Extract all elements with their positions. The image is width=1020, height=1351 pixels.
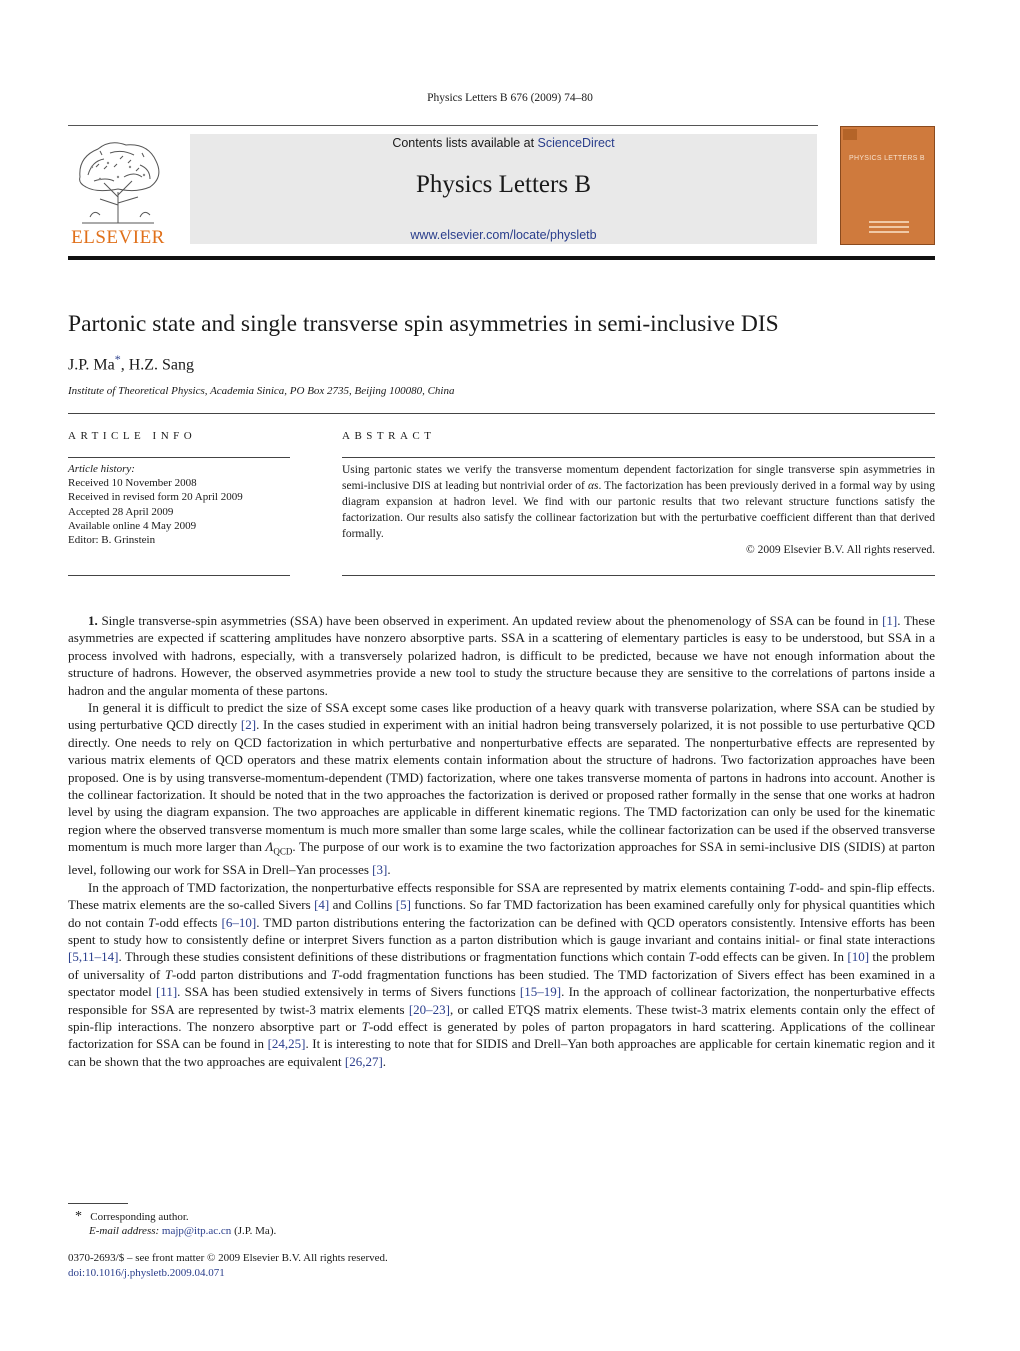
authors bbox=[68, 352, 194, 374]
section-number: 1. bbox=[88, 613, 98, 628]
elsevier-wordmark: ELSEVIER bbox=[71, 227, 165, 248]
running-head: Physics Letters B 676 (2009) 74–80 bbox=[427, 92, 593, 104]
footnote-corresponding-text: Corresponding author. bbox=[90, 1211, 189, 1223]
sciencedirect-link[interactable]: ScienceDirect bbox=[537, 136, 615, 150]
citation-link[interactable]: [1] bbox=[882, 613, 898, 628]
header-rule bbox=[68, 125, 818, 126]
author-separator: , bbox=[120, 356, 129, 374]
article-info-rule-bottom bbox=[68, 575, 290, 576]
corresponding-author-mark[interactable]: * bbox=[114, 352, 121, 366]
history-editor: Editor: B. Grinstein bbox=[68, 534, 156, 547]
citation-link[interactable]: [5] bbox=[395, 897, 411, 913]
header-thick-rule bbox=[68, 256, 935, 260]
contents-line bbox=[190, 136, 817, 150]
footnote-mark: * bbox=[75, 1209, 82, 1224]
article-info-rule-top bbox=[68, 457, 290, 458]
elsevier-tree-icon bbox=[70, 137, 166, 225]
contents-prefix: Contents lists available at bbox=[392, 136, 538, 150]
footnote-corresponding bbox=[75, 1209, 189, 1225]
citation-link[interactable]: [11] bbox=[155, 984, 178, 1000]
citation-link[interactable]: [4] bbox=[314, 897, 330, 913]
journal-url-link[interactable]: www.elsevier.com/locate/physletb bbox=[410, 228, 597, 242]
abstract-paragraph: Using partonic states we verify the transverse momentum dependent factorization for single transverse spin asymmetries in semi-inclusive DIS at leading but nontrivial order of αs. The factorization has been previously derived in a formal way by using diagram expansion at hadron level. We find with our partonic results that two relevant structure functions satisfy the factorization. Our results also satisfy the collinear factorization but with the perturbative coefficient different than that derived formally. bbox=[342, 464, 936, 540]
footnote-email: E-mail address: majp@itp.ac.cn (J.P. Ma). bbox=[89, 1225, 277, 1237]
cover-text-lines bbox=[869, 221, 909, 235]
citation-link[interactable]: [26,27] bbox=[344, 1053, 383, 1069]
issn-line: 0370-2693/$ – see front matter © 2009 Elsevier B.V. All rights reserved. bbox=[68, 1252, 388, 1264]
email-label: E-mail address: bbox=[89, 1225, 160, 1237]
alpha-s-symbol: αs bbox=[588, 480, 599, 492]
cover-logo-icon bbox=[843, 129, 857, 140]
paragraph-2: In general it is difficult to predict the size of SSA except some cases like production of a heavy quark with transverse polarization, where SSA can be studied by using perturbative QCD directly [2]. In the cases studied in experiment with an initial hadron being transversely polarized, it is not possible to use perturbative QCD directly. One needs to rely on QCD factorization in which perturbative and nonperturbative effects are separated. The nonperturbative effects are represented by various matrix elements of QCD operators and these matrix elements contain information about the structure of hadrons. Two factorization approaches have been proposed. One is by using transverse-momentum-dependent (TMD) factorization, where one takes transverse momenta of partons in hadrons into account. Another is the collinear factorization. It should be noted that in the two approaches the factorization is derived or proposed rather formally in the sense that one works at hadron level by using the diagram expansion. The two approaches are applicable in different kinematic regions. The TMD factorization can only be used for the kinematic region where the observed transverse momentum is much more smaller than some large scales, while the collinear factorization can be used if the observed transverse momentum is much more larger than $\Lambda_{QCD}$. The purpose of our work is to examine the two factorization approaches for SSA in semi-inclusive DIS (SIDIS) at parton level, following our work for SSA in Drell–Yan processes [3]. bbox=[68, 700, 935, 878]
article-info-heading: ARTICLE INFO bbox=[68, 430, 197, 442]
paragraph-3: In the approach of TMD factorization, the nonperturbative effects responsible for SSA are represented by matrix elements containing T-odd- and spin-flip effects. These matrix elements are the so-called Sivers [4] and Collins [5] functions. So far TMD factorization has been examined carefully only for physical quantities which do not contain T-odd effects [6–10]. TMD parton distributions entering the factorization can be defined with QCD operators consistently. Intensive efforts has been spent to study how to consistently define or interpret Sivers function as a parton distribution which is gauge invariant and contains initial- or final state interactions [5,11–14]. Through these studies consistent definitions of these distributions or fragmentation functions which contain T-odd effects can be given. In [10] the problem of universality of T-odd parton distributions and T-odd fragmentation functions has been studied. The TMD factorization of Sivers effect has been examined in a spectator model [11]. SSA has been studied extensively in terms of Sivers functions [15–19]. In the approach of collinear factorization, the nonperturbative effects responsible for SSA are represented by twist-3 matrix elements [20–23], or called ETQS matrix elements. These twist-3 matrix elements contain only the effect of spin-flip interactions. The nonzero absorptive part or T-odd effect is generated by poles of parton propagators in hard scattering. Applications of the collinear factorization for SSA can be found in [24,25]. It is interesting to note that for SIDIS and Drell–Yan both approaches are applicable for certain kinematic region and it can be shown that the two approaches are equivalent [26,27]. bbox=[68, 879, 936, 1069]
abstract-copyright: © 2009 Elsevier B.V. All rights reserved. bbox=[746, 544, 935, 556]
email-link[interactable]: majp@itp.ac.cn bbox=[161, 1225, 232, 1237]
abstract-body bbox=[342, 462, 935, 558]
citation-link[interactable]: [3] bbox=[372, 862, 388, 878]
history-revised: Received in revised form 20 April 2009 bbox=[68, 491, 243, 504]
abstract-rule-top bbox=[342, 457, 935, 458]
history-online: Available online 4 May 2009 bbox=[68, 519, 197, 532]
citation-link[interactable]: [10] bbox=[847, 949, 870, 965]
citation-link[interactable]: [15–19] bbox=[519, 984, 562, 1000]
affiliation-rule bbox=[68, 413, 935, 414]
lambda-symbol: Λ bbox=[265, 839, 274, 855]
paragraph-1: 1. Single transverse-spin asymmetries (SSA) have been observed in experiment. An updated review about the phenomenology of SSA can be found in [1]. These asymmetries are expected if scattering amplitudes have nonzero absorptive parts. SSA in a scattering of elementary particles is easy to be understood, but SSA in a process involved with hadrons, especially, with a transversely polarized hadron, is difficult to be predicted, because we have not enough information about the structure of hadrons. However, the observed asymmetries provide a new tool to study the structure because they are sensitive to the correlations of partons inside a hadron and the angular momenta of these partons. bbox=[68, 613, 935, 698]
citation-link[interactable]: [24,25] bbox=[267, 1036, 306, 1052]
citation-link[interactable]: [20–23] bbox=[408, 1001, 450, 1017]
footnote-rule bbox=[68, 1203, 128, 1204]
author-2[interactable]: H.Z. Sang bbox=[128, 356, 195, 374]
doi-link[interactable]: doi:10.1016/j.physletb.2009.04.071 bbox=[68, 1267, 225, 1279]
abstract-heading: ABSTRACT bbox=[342, 430, 436, 442]
journal-banner bbox=[190, 134, 817, 244]
citation-link[interactable]: [5,11–14] bbox=[68, 949, 119, 965]
journal-cover-thumbnail[interactable] bbox=[840, 126, 935, 245]
history-accepted: Accepted 28 April 2009 bbox=[68, 505, 174, 518]
citation-link[interactable]: [2] bbox=[240, 717, 257, 733]
article-title: Partonic state and single transverse spin asymmetries in semi-inclusive DIS bbox=[68, 311, 779, 337]
qcd-subscript: QCD bbox=[273, 846, 293, 857]
history-received: Received 10 November 2008 bbox=[68, 477, 197, 490]
journal-title: Physics Letters B bbox=[416, 171, 591, 198]
citation-link[interactable]: [6–10] bbox=[221, 914, 257, 930]
affiliation: Institute of Theoretical Physics, Academia Sinica, PO Box 2735, Beijing 100080, China bbox=[68, 385, 455, 397]
history-label: Article history: bbox=[68, 463, 135, 475]
body-text bbox=[68, 612, 935, 1070]
cover-title: PHYSICS LETTERS B bbox=[849, 155, 925, 162]
author-1[interactable]: J.P. Ma bbox=[68, 356, 115, 374]
abstract-rule-bottom bbox=[342, 575, 935, 576]
article-history bbox=[68, 462, 290, 547]
elsevier-logo[interactable] bbox=[68, 135, 168, 247]
